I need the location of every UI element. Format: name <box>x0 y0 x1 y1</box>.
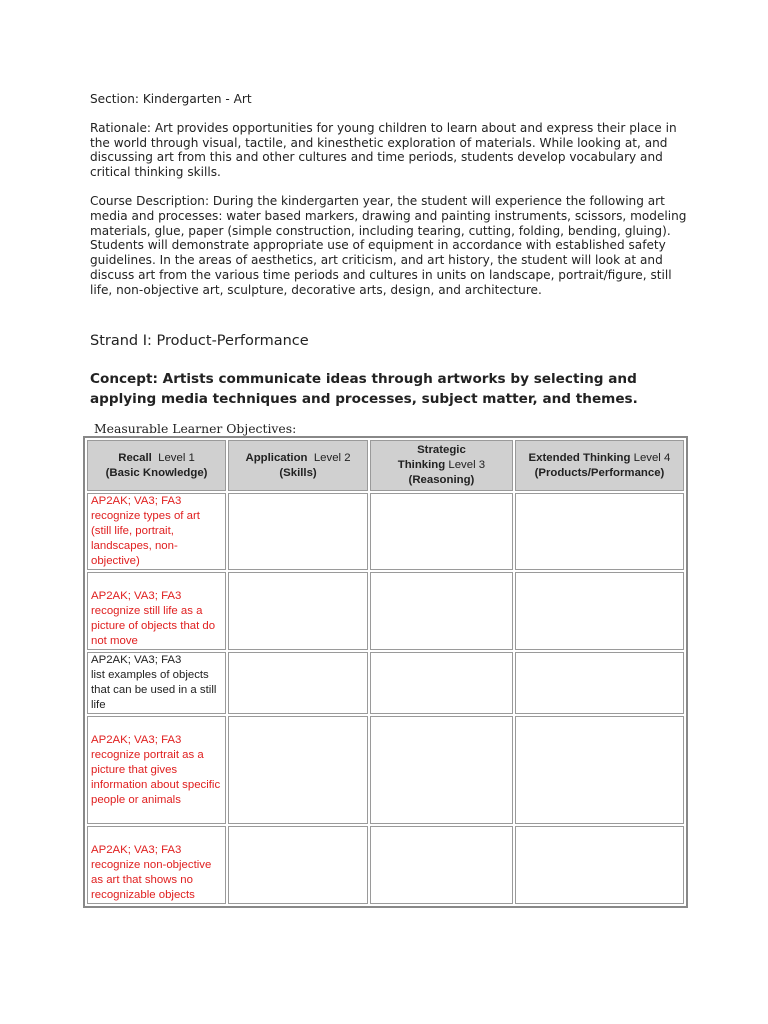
header-strategic: Strategic Thinking Level 3 (Reasoning) <box>370 440 513 491</box>
recall-cell: AP2AK; VA3; FA3 recognize portrait as a picture that gives information about specific people or animals <box>87 716 226 824</box>
recall-cell: AP2AK; VA3; FA3 recognize still life as a picture of objects that do not move <box>87 572 226 650</box>
extended-cell <box>515 572 684 650</box>
strategic-cell <box>370 572 513 650</box>
extended-cell <box>515 716 684 824</box>
recall-cell: AP2AK; VA3; FA3 recognize non-objective as art that shows no recognizable objects <box>87 826 226 904</box>
objectives-table <box>83 436 688 908</box>
extended-cell <box>515 493 684 570</box>
table-row <box>87 572 684 650</box>
application-cell <box>228 826 368 904</box>
section-title: Section: Kindergarten - Art <box>90 92 252 106</box>
table-row <box>87 493 684 570</box>
application-cell <box>228 716 368 824</box>
table-header-row <box>87 440 684 491</box>
application-cell <box>228 572 368 650</box>
course-description-paragraph: Course Description: During the kindergarten year, the student will experience the following art media and processes: water based markers, drawing and painting instruments, scissors, modeling materials, glue, paper (simple construction, including tearing, cutting, folding, bending, gluing). Students will demonstrate appropriate use of equipment in accordance with established safety guidelines. In the areas of aesthetics, art criticism, and art history, the student will look at and discuss art from the various time periods and cultures in units on landscape, portrait/figure, still life, non-objective art, sculpture, decorative arts, design, and architecture. <box>90 193 687 297</box>
table-row <box>87 716 684 824</box>
recall-cell: AP2AK; VA3; FA3 recognize types of art (still life, portrait, landscapes, non-objective) <box>87 493 226 570</box>
header-application: Application Level 2 (Skills) <box>228 440 368 491</box>
header-recall: Recall Level 1 (Basic Knowledge) <box>87 440 226 491</box>
objectives-label: Measurable Learner Objectives: <box>94 421 297 436</box>
strategic-cell <box>370 716 513 824</box>
document-body <box>90 92 690 298</box>
table-row <box>87 826 684 904</box>
extended-cell <box>515 652 684 714</box>
rationale-paragraph: Rationale: Art provides opportunities for young children to learn about and express their place in the world through visual, tactile, and kinesthetic exploration of materials. While looking at, and discussing art from this and other cultures and time periods, students develop vocabulary and critical thinking skills. <box>90 120 677 180</box>
strategic-cell <box>370 652 513 714</box>
extended-cell <box>515 826 684 904</box>
strategic-cell <box>370 826 513 904</box>
strategic-cell <box>370 493 513 570</box>
concept-heading: Concept: Artists communicate ideas through artworks by selecting and applying media techniques and processes, subject matter, and themes. <box>90 371 638 407</box>
recall-cell: AP2AK; VA3; FA3 list examples of objects that can be used in a still life <box>87 652 226 714</box>
strand-heading: Strand I: Product-Performance <box>90 333 309 349</box>
header-extended: Extended Thinking Level 4 (Products/Performance) <box>515 440 684 491</box>
application-cell <box>228 493 368 570</box>
table-row <box>87 652 684 714</box>
application-cell <box>228 652 368 714</box>
